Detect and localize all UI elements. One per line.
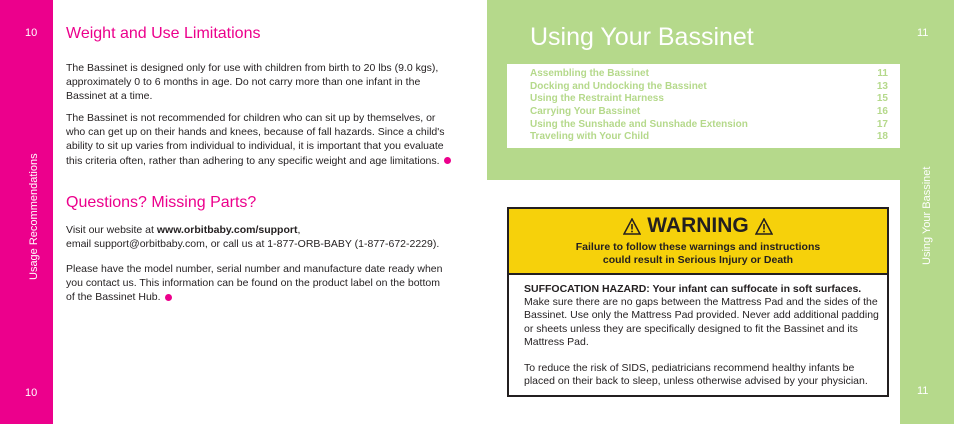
warning-title: WARNING bbox=[509, 214, 887, 238]
toc-item[interactable]: Carrying Your Bassinet 16 bbox=[530, 106, 888, 117]
warning-body bbox=[524, 283, 880, 389]
contact-paragraph: Visit our website at www.orbitbaby.com/support, email support@orbitbaby.com, or call us at 1-877-ORB-BABY (1-877-672-2229). bbox=[66, 224, 440, 251]
page-number-bottom-right: 11 bbox=[917, 385, 929, 397]
table-of-contents bbox=[507, 64, 900, 148]
end-mark-dot bbox=[444, 157, 451, 164]
weight-limits-paragraph-1: The Bassinet is designed only for use with children from birth to 20 lbs (9.0 kgs), approximately 0 to 6 months in age. Do not carry more than one infant in the Bassinet at a time. bbox=[66, 62, 439, 103]
support-website-link[interactable]: www.orbitbaby.com/support bbox=[156, 224, 298, 236]
section-heading-questions: Questions? Missing Parts? bbox=[66, 194, 257, 211]
page-number-top-left: 10 bbox=[25, 27, 38, 39]
warning-header bbox=[509, 209, 887, 275]
warning-triangle-icon bbox=[755, 218, 773, 235]
toc-item[interactable]: Assembling the Bassinet 11 bbox=[530, 68, 888, 79]
page-title: Using Your Bassinet bbox=[530, 23, 754, 51]
toc-item[interactable]: Traveling with Your Child 18 bbox=[530, 131, 888, 142]
hazard-text: Make sure there are no gaps between the Mattress Pad and the sides of the Bassinet. Use only the Mattress Pad provided. Never add additional padding or sheets unless they are specifically designed to fit the Bassinet and its Mattress Pad. bbox=[524, 296, 879, 348]
toc-item[interactable]: Docking and Undocking the Bassinet 13 bbox=[530, 81, 888, 92]
warning-triangle-icon bbox=[623, 218, 641, 235]
page-number-top-right: 11 bbox=[917, 27, 929, 39]
contact-info-paragraph: Please have the model number, serial number and manufacture date ready when you contact us. This information can be found on the product label on the bottom of the Bassinet Hub. bbox=[66, 263, 443, 304]
hazard-title: SUFFOCATION HAZARD: Your infant can suffocate in soft surfaces. bbox=[524, 283, 862, 295]
warning-subtitle: Failure to follow these warnings and instructions could result in Serious Injury or Death bbox=[575, 241, 821, 266]
left-side-bar bbox=[0, 0, 53, 424]
section-heading-weight-limits: Weight and Use Limitations bbox=[66, 25, 261, 42]
side-label-left: Usage Recommendations bbox=[28, 153, 40, 280]
toc-item[interactable]: Using the Restraint Harness 15 bbox=[530, 93, 888, 104]
warning-box bbox=[507, 207, 889, 397]
sids-text: To reduce the risk of SIDS, pediatricians recommend healthy infants be placed on their back to sleep, unless otherwise advised by your physician. bbox=[524, 362, 868, 388]
end-mark-dot bbox=[165, 294, 172, 301]
side-label-right: Using Your Bassinet bbox=[921, 166, 933, 265]
weight-limits-paragraph-2: The Bassinet is not recommended for children who can sit up by themselves, or who can get up on their hands and knees, because of fall hazards. Since a child's ability to sit up varies from individual to individual, it is important that you evaluate this criteria often, rather than adhering to any specific weight and age limitations. bbox=[66, 111, 451, 168]
page-number-bottom-left: 10 bbox=[25, 387, 38, 399]
toc-item[interactable]: Using the Sunshade and Sunshade Extension 17 bbox=[530, 119, 888, 130]
